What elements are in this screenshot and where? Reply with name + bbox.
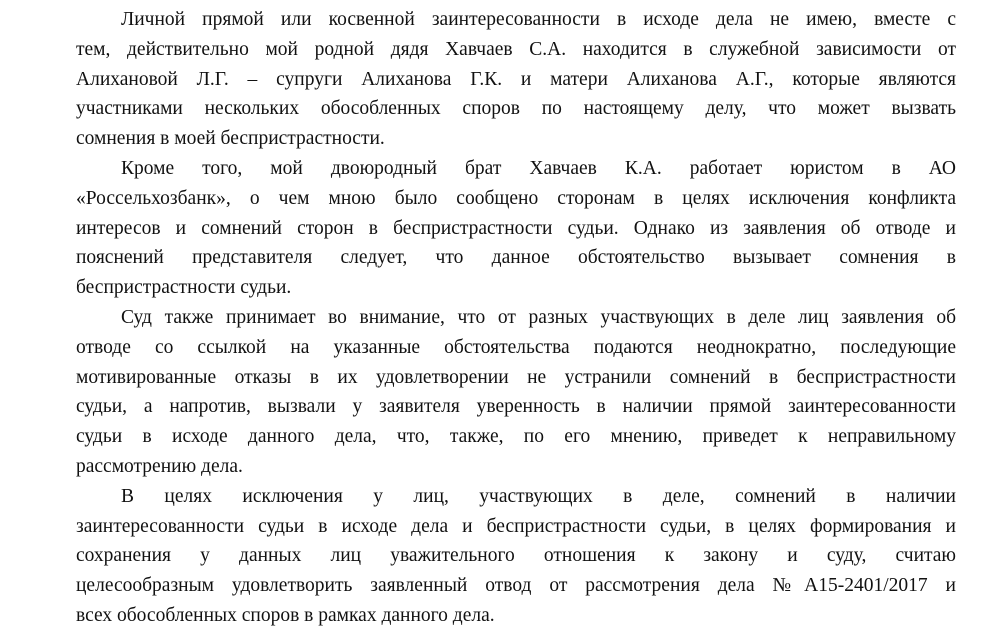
text-line: судьи, а напротив, вызвали у заявителя уверенность в наличии прямой заинтересованности	[76, 396, 956, 418]
paragraph	[76, 154, 956, 303]
text-line: сохранения у данных лиц уважительного отношения к закону и суду, считаю	[76, 545, 956, 567]
text-line: участниками нескольких обособленных споров по настоящему делу, что может вызвать	[76, 98, 956, 120]
text-line: судьи в исходе данного дела, что, также, по его мнению, приведет к неправильному	[76, 426, 956, 448]
text-line: целесообразным удовлетворить заявленный отвод от рассмотрения дела №А15-2401/2017 и	[76, 575, 956, 597]
text-line: Суд также принимает во внимание, что от разных участвующих в деле лиц заявления об	[121, 306, 956, 328]
text-line: Алихановой Л.Г. – супруги Алиханова Г.К. и матери Алиханова А.Г., которые являются	[76, 68, 956, 90]
text-line: Личной прямой или косвенной заинтересованности в исходе дела не имею, вместе с	[121, 9, 956, 30]
text-line: беспристрастности судьи.	[76, 277, 292, 299]
text-line: тем, действительно мой родной дядя Хавчаев С.А. находится в служебной зависимости от	[76, 38, 956, 60]
text-line: пояснений представителя следует, что данное обстоятельство вызывает сомнения в	[76, 247, 956, 269]
document-body	[76, 5, 956, 631]
text-line: заинтересованности судьи в исходе дела и беспристрастности судьи, в целях формирования и	[76, 515, 956, 537]
paragraph	[76, 303, 956, 482]
text-line: рассмотрению дела.	[76, 455, 243, 477]
text-line: отводе со ссылкой на указанные обстоятельства подаются неоднократно, последующие	[76, 336, 956, 358]
paragraph	[76, 482, 956, 631]
text-line: Кроме того, мой двоюродный брат Хавчаев К.А. работает юристом в АО	[121, 157, 956, 179]
text-line: сомнения в моей беспристрастности.	[76, 128, 385, 150]
text-line: интересов и сомнений сторон в беспристрастности судьи. Однако из заявления об отводе и	[76, 217, 956, 239]
text-line: В целях исключения у лиц, участвующих в деле, сомнений в наличии	[121, 485, 956, 507]
text-line: мотивированные отказы в их удовлетворении не устранили сомнений в беспристрастности	[76, 366, 956, 388]
text-line: всех обособленных споров в рамках данного дела.	[76, 604, 495, 626]
paragraph	[76, 5, 956, 154]
text-line: «Россельхозбанк», о чем мною было сообщено сторонам в целях исключения конфликта	[76, 187, 956, 209]
